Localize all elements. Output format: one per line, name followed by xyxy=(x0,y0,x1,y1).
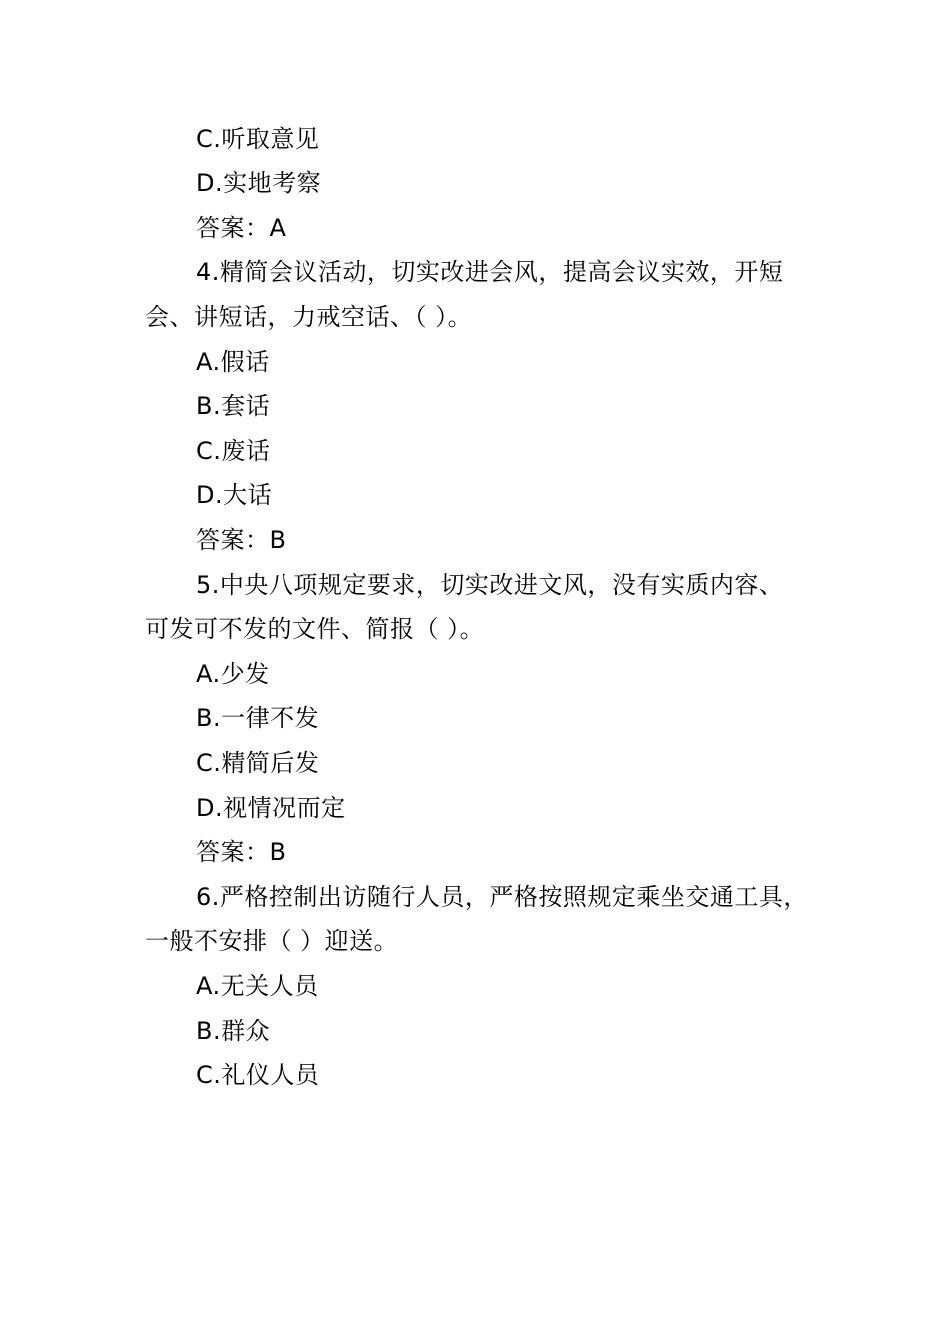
option-line: C.礼仪人员 xyxy=(196,1061,320,1089)
question-line-continued: 可发可不发的文件、简报（ ）。 xyxy=(145,615,485,643)
option-line: D.视情况而定 xyxy=(196,794,346,822)
option-line: C.听取意见 xyxy=(196,125,320,153)
question-line: 4.精简会议活动，切实改进会风，提高会议实效，开短 xyxy=(196,258,784,286)
option-line: B.套话 xyxy=(196,392,271,420)
option-line: A.无关人员 xyxy=(196,972,319,1000)
answer-line: 答案：A xyxy=(196,214,287,242)
option-line: A.少发 xyxy=(196,660,270,688)
question-line-continued: 会、讲短话，力戒空话、（ ）。 xyxy=(145,303,473,331)
option-line: A.假话 xyxy=(196,348,270,376)
question-line: 6.严格控制出访随行人员，严格按照规定乘坐交通工具， xyxy=(196,883,808,911)
option-line: B.群众 xyxy=(196,1017,271,1045)
answer-line: 答案：B xyxy=(196,838,287,866)
answer-line: 答案：B xyxy=(196,526,287,554)
option-line: D.实地考察 xyxy=(196,169,322,197)
question-line: 5.中央八项规定要求，切实改进文风，没有实质内容、 xyxy=(196,571,784,599)
option-line: D.大话 xyxy=(196,481,273,509)
question-line-continued: 一般不安排（ ）迎送。 xyxy=(145,927,399,955)
option-line: C.精简后发 xyxy=(196,749,320,777)
option-line: C.废话 xyxy=(196,437,271,465)
option-line: B.一律不发 xyxy=(196,704,320,732)
